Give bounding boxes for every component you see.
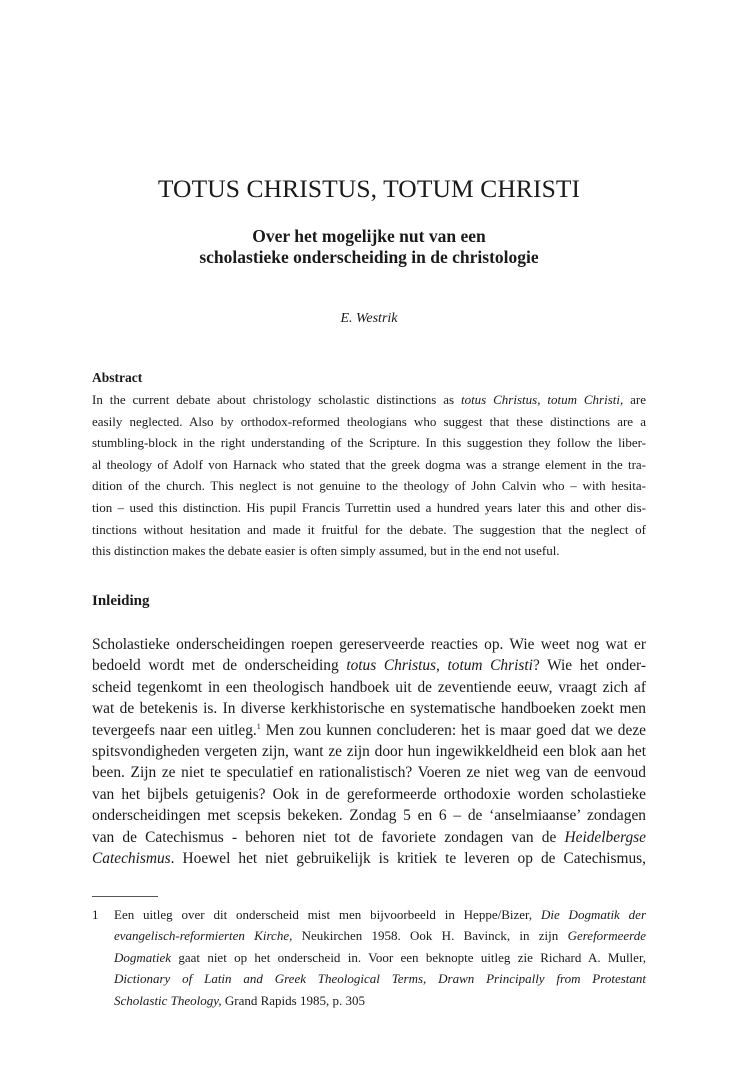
body-line: van de Catechismus - behoren niet tot de favoriete zondagen van de Heidelbergse: [92, 828, 646, 846]
article-subtitle: [0, 226, 738, 268]
section-heading: Inleiding: [92, 593, 150, 609]
footnote-ref[interactable]: 1: [256, 721, 261, 731]
body-line: bedoeld wordt met de onderscheiding totus Christus, totum Christi? Wie het onder-: [92, 657, 647, 675]
footnote-line: evangelisch-reformierten Kirche, Neukirchen 1958. Ook H. Bavinck, in zijn Gereformeerde: [114, 928, 647, 944]
footnote-text: [114, 904, 646, 1011]
abstract-line: dition of the church. This neglect is not genuine to the theology of John Calvin who – with hesita-: [92, 478, 646, 494]
subtitle-line-2: scholastieke onderscheiding in de christologie: [199, 247, 539, 267]
abstract-line: this distinction makes the debate easier is often simply assumed, but in the end not useful.: [92, 543, 560, 559]
article-title: TOTUS CHRISTUS, TOTUM CHRISTI: [157, 174, 581, 203]
footnote-line: Scholastic Theology, Grand Rapids 1985, p. 305: [114, 992, 365, 1008]
body-line: wat de betekenis is. In diverse kerkhistorische en systematische handboeken zoekt men: [92, 700, 646, 718]
body-line: spitsvondigheden vergeten zijn, want ze zijn door hun ingewikkeldheid een blok aan het: [92, 743, 646, 761]
abstract-line: al theology of Adolf von Harnack who stated that the greek dogma was a strange element in the tra-: [92, 456, 646, 472]
subtitle-line-1: Over het mogelijke nut van een: [252, 226, 486, 246]
body-paragraph: [92, 634, 646, 869]
body-line: scheid tegenkomt in een theologisch handboek uit de zeventiende eeuw, vraagt zich af: [92, 678, 646, 696]
abstract-line: tion – used this distinction. His pupil Francis Turrettin used a hundred years later this and other dis-: [92, 499, 646, 515]
body-line: van het bijbels getuigenis? Ook in de gereformeerde orthodoxie worden scholastieke: [92, 785, 646, 803]
body-line: onderscheidingen met scepsis bekeken. Zondag 5 en 6 – de ‘anselmiaanse’ zondagen: [92, 807, 646, 825]
footnote-line: Dictionary of Latin and Greek Theological Terms, Drawn Principally from Protestant: [114, 971, 646, 987]
body-line: been. Zijn ze niet te speculatief en rationalistisch? Voeren ze niet weg van de eenvoud: [92, 764, 646, 782]
author-name: E. Westrik: [340, 311, 398, 326]
abstract-line: tinctions without hesitation and made it fruitful for the debate. The suggestion that the neglect of: [92, 521, 646, 537]
abstract-line: In the current debate about christology scholastic distinctions as totus Christus, totum Christi, are: [92, 392, 647, 407]
footnote-divider: [92, 896, 158, 897]
footnote-line: Dogmatiek gaat niet op het onderscheid in. Voor een beknopte uitleg zie Richard A. Muller,: [114, 949, 646, 965]
abstract-heading: Abstract: [92, 370, 143, 385]
abstract-line: easily neglected. Also by orthodox-reformed theologians who suggest that these distinctions are a: [92, 413, 646, 429]
body-line: tevergeefs naar een uitleg.$^1$ Men zou kunnen concluderen: het is maar goed dat we deze: [92, 721, 646, 739]
footnote-number: 1: [92, 907, 99, 922]
abstract-line: stumbling-block in the right understanding of the Scripture. In this suggestion they follow the liber-: [92, 435, 646, 451]
footnote-line: Een uitleg over dit onderscheid mist men bijvoorbeeld in Heppe/Bizer, Die Dogmatik der: [114, 907, 646, 922]
abstract-body: [92, 389, 646, 562]
body-line: Catechismus. Hoewel het niet gebruikelijk is kritiek te leveren op de Catechismus,: [92, 850, 646, 868]
body-line: Scholastieke onderscheidingen roepen gereserveerde reacties op. Wie weet nog wat er: [92, 636, 646, 653]
